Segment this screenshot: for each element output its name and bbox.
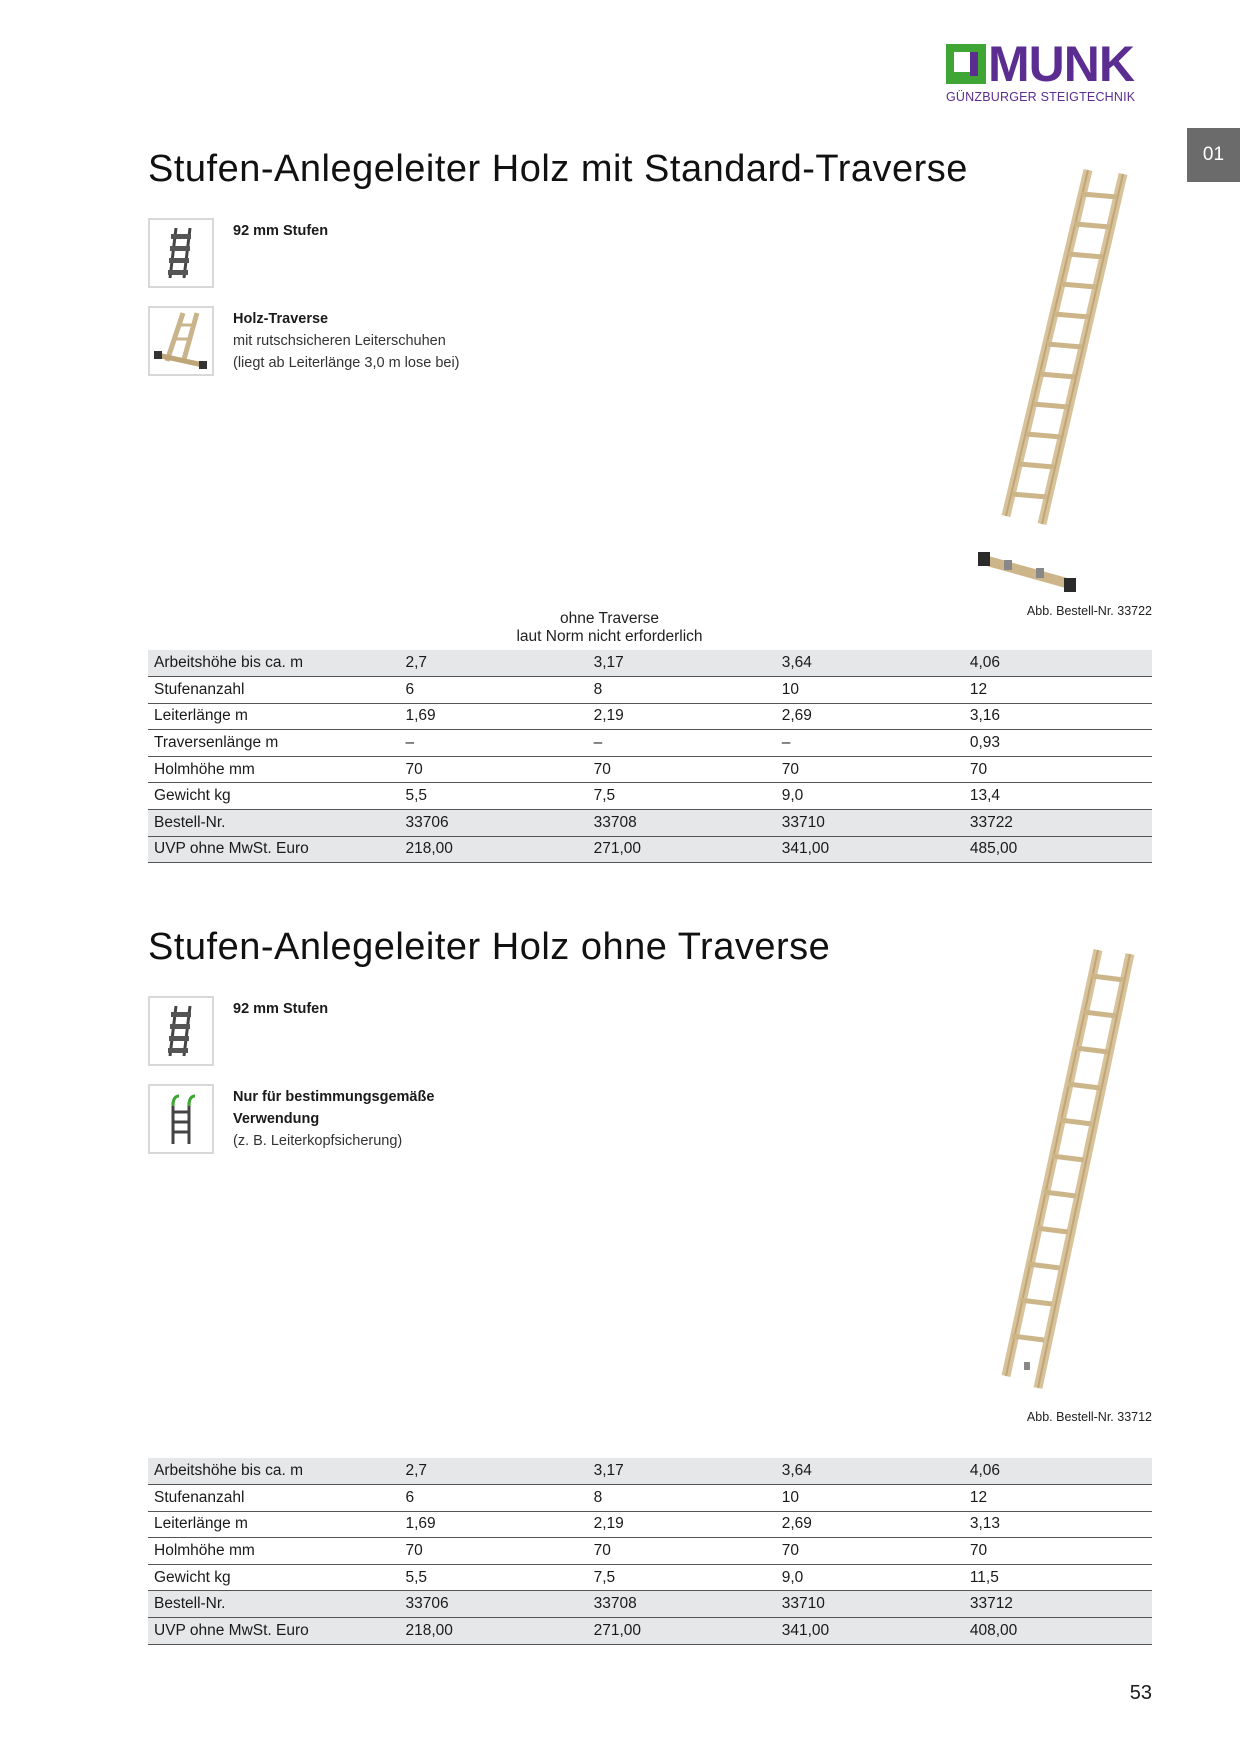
image-caption: Abb. Bestell-Nr. 33712	[1026, 1410, 1152, 1424]
table-row	[148, 783, 1152, 810]
table-cell: 33706	[400, 810, 588, 837]
row-label: Traversenlänge m	[148, 730, 400, 757]
table-cell: 5,5	[400, 783, 588, 810]
table-cell: 12	[964, 1485, 1152, 1512]
feature-steps	[148, 218, 328, 288]
table-row	[148, 836, 1152, 863]
table-cell: 3,13	[964, 1511, 1152, 1538]
feature-title: Holz-Traverse	[233, 311, 329, 327]
table-row	[148, 703, 1152, 730]
table-cell: 2,19	[588, 1511, 776, 1538]
feature-traverse	[148, 306, 460, 376]
row-label: UVP ohne MwSt. Euro	[148, 836, 400, 863]
row-label: Stufenanzahl	[148, 1485, 400, 1512]
table-row	[148, 677, 1152, 704]
table-cell: 7,5	[588, 783, 776, 810]
table-cell: 6	[400, 677, 588, 704]
row-label: Leiterlänge m	[148, 703, 400, 730]
row-label: Gewicht kg	[148, 783, 400, 810]
section-with-traverse	[148, 148, 1152, 868]
row-label: UVP ohne MwSt. Euro	[148, 1618, 400, 1645]
table-cell: 33706	[400, 1591, 588, 1618]
table-cell: 9,0	[776, 783, 964, 810]
table-cell: 33708	[588, 810, 776, 837]
page-number: 53	[1129, 1682, 1152, 1704]
section-title: Stufen-Anlegeleiter Holz mit Standard-Traverse	[148, 148, 968, 190]
section-title: Stufen-Anlegeleiter Holz ohne Traverse	[148, 926, 831, 968]
table-row	[148, 756, 1152, 783]
table-cell: 8	[588, 677, 776, 704]
bracket-label: ohne Traverse	[559, 610, 660, 627]
table-cell: 12	[964, 677, 1152, 704]
table-row	[148, 810, 1152, 837]
ladder-hook-icon	[148, 1084, 214, 1154]
table-cell: 10	[776, 677, 964, 704]
table-cell: 70	[964, 756, 1152, 783]
table-row	[148, 1538, 1152, 1565]
table-cell: 70	[400, 1538, 588, 1565]
table-cell: 70	[964, 1538, 1152, 1565]
section-without-traverse	[148, 926, 1152, 1646]
table-cell: 70	[588, 1538, 776, 1565]
spec-table	[148, 1458, 1152, 1645]
table-row	[148, 1591, 1152, 1618]
table-cell: 33710	[776, 810, 964, 837]
table-cell: 218,00	[400, 1618, 588, 1645]
bracket-note: laut Norm nicht erforderlich	[508, 628, 710, 645]
table-cell: 271,00	[588, 1618, 776, 1645]
row-label: Bestell-Nr.	[148, 1591, 400, 1618]
table-cell: 3,17	[588, 1458, 776, 1485]
table-row	[148, 1485, 1152, 1512]
image-caption: Abb. Bestell-Nr. 33722	[1026, 604, 1152, 618]
spec-table	[148, 650, 1152, 863]
table-cell: 8	[588, 1485, 776, 1512]
table-cell: 70	[776, 756, 964, 783]
table-cell: 9,0	[776, 1564, 964, 1591]
table-cell: 1,69	[400, 1511, 588, 1538]
ladder-without-traverse-image	[986, 946, 1146, 1396]
row-label: Bestell-Nr.	[148, 810, 400, 837]
table-cell: 3,17	[588, 650, 776, 677]
table-cell: 33722	[964, 810, 1152, 837]
table-cell: 3,64	[776, 650, 964, 677]
table-cell: 13,4	[964, 783, 1152, 810]
table-cell: 485,00	[964, 836, 1152, 863]
table-cell: 7,5	[588, 1564, 776, 1591]
table-row	[148, 1511, 1152, 1538]
row-label: Gewicht kg	[148, 1564, 400, 1591]
feature-steps	[148, 996, 328, 1066]
row-label: Leiterlänge m	[148, 1511, 400, 1538]
table-cell: 4,06	[964, 1458, 1152, 1485]
table-cell: 70	[400, 756, 588, 783]
feature-title: Verwendung	[233, 1111, 320, 1127]
feature-title: Nur für bestimmungsgemäße	[233, 1089, 435, 1105]
table-row	[148, 1458, 1152, 1485]
feature-desc-line: (z. B. Leiterkopfsicherung)	[233, 1133, 403, 1149]
table-cell: 218,00	[400, 836, 588, 863]
table-cell: 3,64	[776, 1458, 964, 1485]
table-cell: –	[776, 730, 964, 757]
row-label: Arbeitshöhe bis ca. m	[148, 1458, 400, 1485]
table-cell: 2,19	[588, 703, 776, 730]
table-cell: 2,7	[400, 1458, 588, 1485]
table-row	[148, 1564, 1152, 1591]
feature-desc-line: (liegt ab Leiterlänge 3,0 m lose bei)	[233, 355, 460, 371]
row-label: Holmhöhe mm	[148, 1538, 400, 1565]
ladder-with-traverse-image	[978, 164, 1148, 594]
ladder-step-icon	[148, 996, 214, 1066]
table-cell: 33708	[588, 1591, 776, 1618]
table-cell: –	[588, 730, 776, 757]
table-row	[148, 650, 1152, 677]
wooden-traverse-icon	[148, 306, 214, 376]
ladder-step-icon	[148, 218, 214, 288]
brand-logo	[946, 36, 1152, 106]
feature-title: 92 mm Stufen	[233, 223, 329, 239]
table-cell: 5,5	[400, 1564, 588, 1591]
feature-title: 92 mm Stufen	[233, 1001, 329, 1017]
table-cell: 341,00	[776, 1618, 964, 1645]
table-cell: 341,00	[776, 836, 964, 863]
table-cell: 0,93	[964, 730, 1152, 757]
feature-desc-line: mit rutschsicheren Leiterschuhen	[233, 333, 446, 349]
table-cell: 33710	[776, 1591, 964, 1618]
row-label: Arbeitshöhe bis ca. m	[148, 650, 400, 677]
table-cell: 70	[776, 1538, 964, 1565]
table-cell: 10	[776, 1485, 964, 1512]
feature-intended-use	[148, 1084, 434, 1154]
logo-tagline: GÜNZBURGER STEIGTECHNIK	[946, 90, 1136, 104]
table-cell: 4,06	[964, 650, 1152, 677]
table-cell: 2,69	[776, 703, 964, 730]
table-cell: 271,00	[588, 836, 776, 863]
logo-mark-icon	[946, 44, 986, 84]
row-label: Stufenanzahl	[148, 677, 400, 704]
table-cell: 1,69	[400, 703, 588, 730]
table-cell: –	[400, 730, 588, 757]
table-cell: 2,69	[776, 1511, 964, 1538]
table-cell: 70	[588, 756, 776, 783]
row-label: Holmhöhe mm	[148, 756, 400, 783]
table-cell: 2,7	[400, 650, 588, 677]
logo-wordmark: MUNK	[988, 36, 1134, 92]
table-cell: 3,16	[964, 703, 1152, 730]
table-cell: 6	[400, 1485, 588, 1512]
chapter-tab: 01	[1187, 128, 1240, 182]
table-cell: 11,5	[964, 1564, 1152, 1591]
table-row	[148, 730, 1152, 757]
table-cell: 408,00	[964, 1618, 1152, 1645]
table-row	[148, 1618, 1152, 1645]
table-cell: 33712	[964, 1591, 1152, 1618]
